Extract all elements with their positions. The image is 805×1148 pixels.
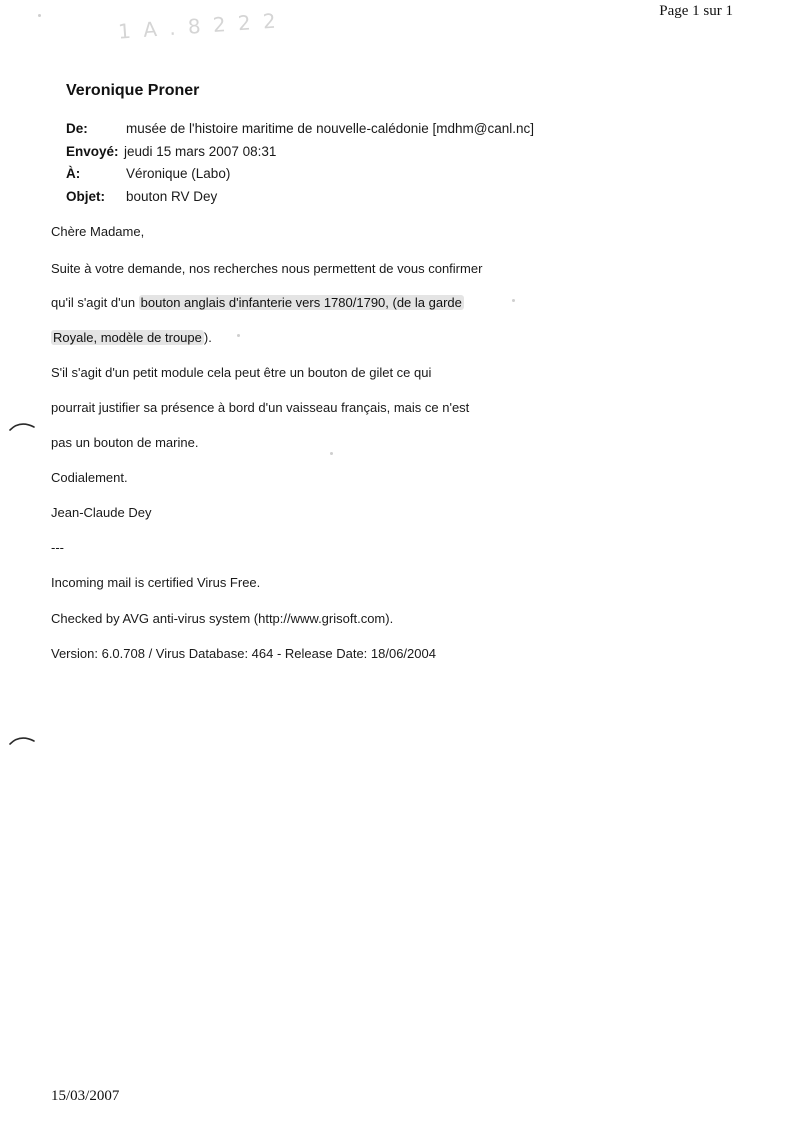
handwritten-reference-note: 1 A . 8 2 2 2: [117, 8, 280, 44]
sent-label: Envoyé:: [66, 143, 119, 159]
separator: ---: [51, 540, 64, 555]
greeting: Chère Madame,: [51, 224, 145, 239]
body-line-2: [51, 295, 464, 310]
sender-name: Veronique Proner: [66, 82, 200, 99]
from-value: musée de l'histoire maritime de nouvelle-calédonie [mdhm@canl.nc]: [126, 121, 534, 136]
subject-row: [66, 186, 534, 209]
sent-value: jeudi 15 mars 2007 08:31: [124, 143, 277, 159]
from-row: [66, 118, 534, 141]
body-line-5: pourrait justifier sa présence à bord d'un vaisseau français, mais ce n'est: [51, 400, 470, 415]
to-value: Véronique (Labo): [126, 166, 231, 181]
virus-line-3: Version: 6.0.708 / Virus Database: 464 - Release Date: 18/06/2004: [51, 646, 436, 661]
to-row: [66, 163, 534, 186]
virus-line-1: Incoming mail is certified Virus Free.: [51, 575, 261, 590]
body-line-1: Suite à votre demande, nos recherches nous permettent de vous confirmer: [51, 261, 483, 276]
to-label: À:: [66, 166, 81, 181]
scan-speck: [237, 334, 240, 337]
scan-speck: [38, 14, 41, 17]
from-label: De:: [66, 121, 88, 136]
subject-label: Objet:: [66, 188, 105, 204]
scan-speck: [512, 299, 515, 302]
punch-hole-mark-lower: [8, 732, 36, 752]
body-line-3-suffix: ).: [203, 330, 212, 345]
body-line-2-prefix: qu'il s'agit d'un: [51, 295, 139, 310]
subject-value: bouton RV Dey: [126, 188, 218, 204]
signature: Jean-Claude Dey: [51, 505, 152, 520]
sent-row: [66, 141, 534, 164]
email-headers: [66, 118, 534, 208]
highlighted-text: bouton anglais d'infanterie vers 1780/1790, (de la garde: [140, 295, 462, 310]
closing: Codialement.: [51, 470, 128, 485]
body-line-3: [51, 330, 212, 345]
virus-line-2: Checked by AVG anti-virus system (http://www.grisoft.com).: [51, 611, 394, 626]
footer-date: 15/03/2007: [51, 1088, 120, 1104]
punch-hole-mark-upper: [8, 418, 36, 438]
body-line-6: pas un bouton de marine.: [51, 435, 199, 450]
page-number: Page 1 sur 1: [659, 3, 733, 19]
scan-speck: [330, 452, 333, 455]
highlighted-text: Royale, modèle de troupe: [53, 330, 202, 345]
body-line-4: S'il s'agit d'un petit module cela peut être un bouton de gilet ce qui: [51, 365, 432, 380]
